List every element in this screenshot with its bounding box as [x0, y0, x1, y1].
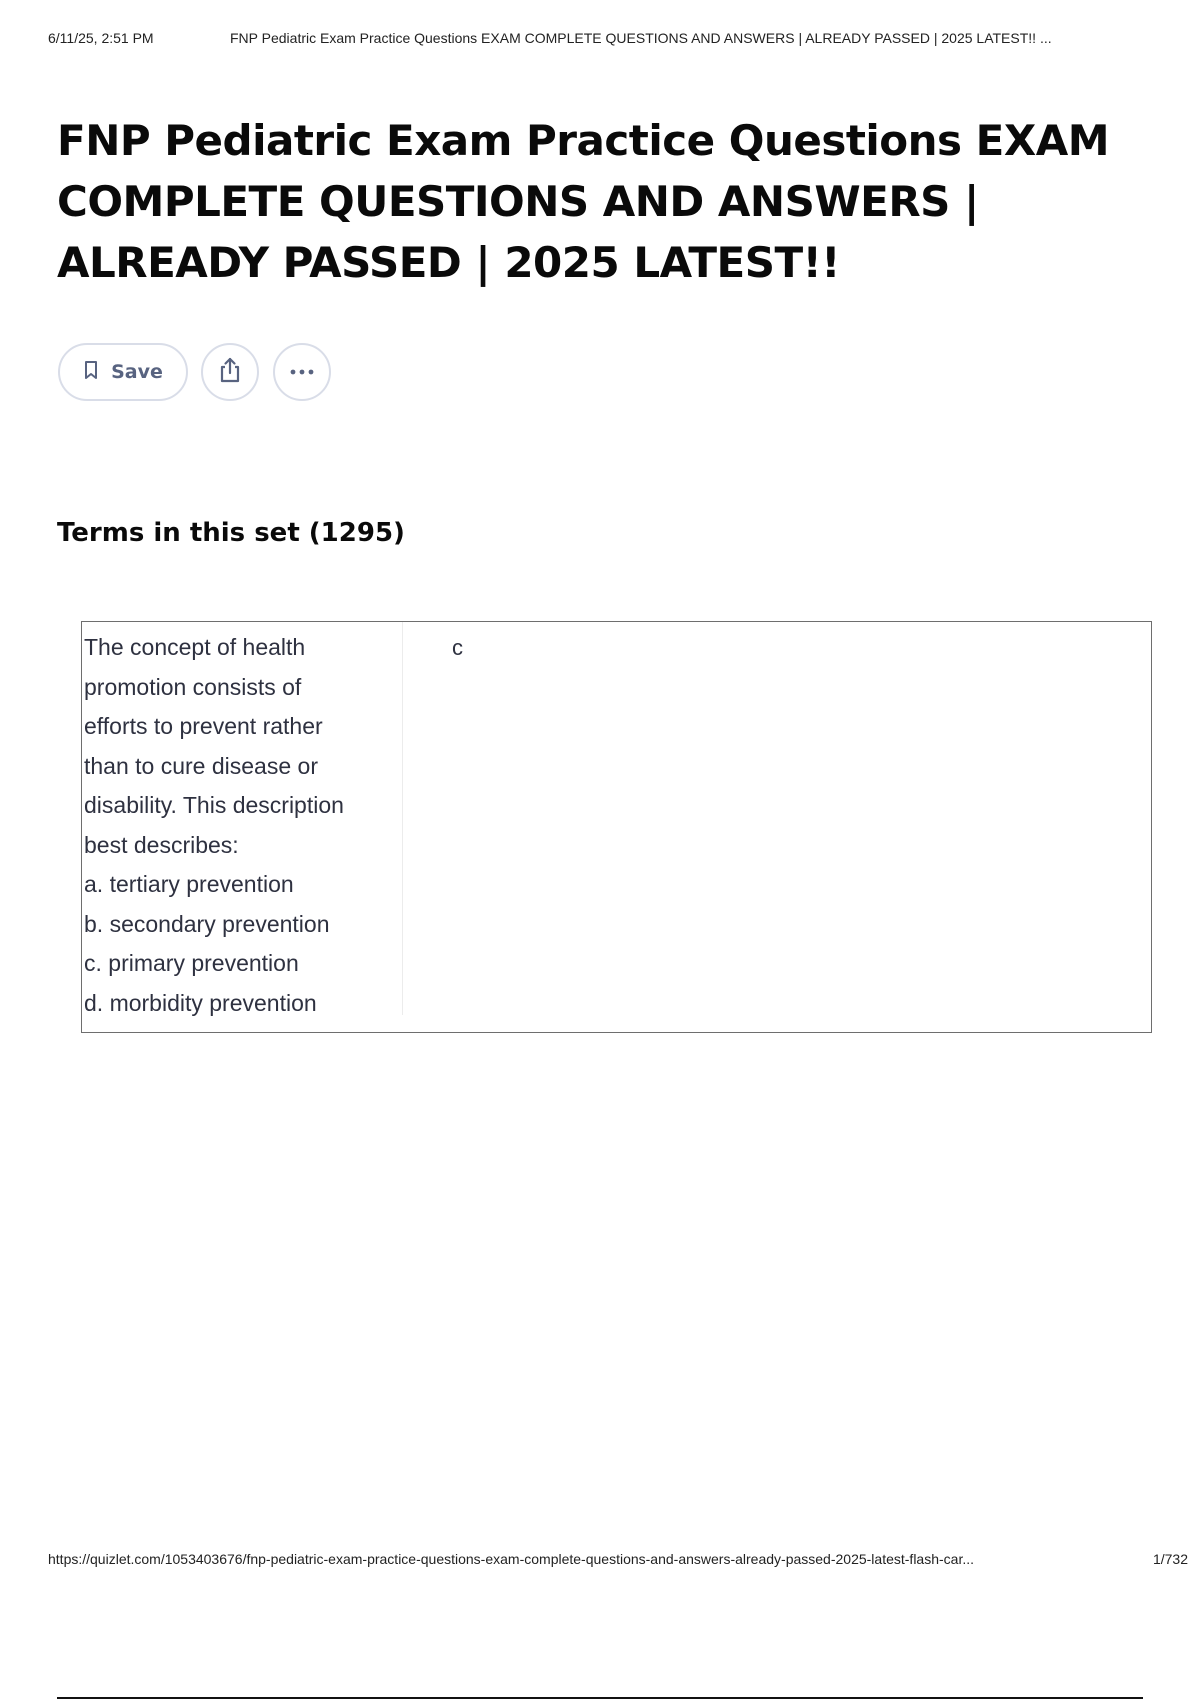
term-question [84, 628, 399, 1023]
more-options-icon [288, 363, 316, 381]
save-label: Save [111, 361, 163, 383]
question-line: best describes: [84, 831, 239, 858]
terms-table [81, 621, 1152, 1033]
option-d: d. morbidity prevention [84, 989, 317, 1016]
option-b: b. secondary prevention [84, 910, 330, 937]
bookmark-icon [83, 360, 99, 385]
share-button[interactable] [201, 343, 259, 401]
more-options-button[interactable] [273, 343, 331, 401]
term-row[interactable] [82, 622, 1151, 1032]
share-icon [217, 356, 243, 389]
terms-heading: Terms in this set (1295) [57, 518, 405, 548]
option-c: c. primary prevention [84, 950, 299, 976]
page-number: 1/732 [1152, 1551, 1188, 1567]
print-document-title: FNP Pediatric Exam Practice Questions EXAM COMPLETE QUESTIONS AND ANSWERS | ALREADY PASSED | 2025 LATEST!! ... [230, 30, 1052, 46]
term-answer: c [452, 635, 463, 660]
print-date: 6/11/25, 2:51 PM [48, 30, 154, 46]
page-bottom-rule [57, 1697, 1143, 1699]
question-line: The concept of health [84, 634, 306, 660]
question-line: disability. This description [84, 792, 344, 818]
print-url: https://quizlet.com/1053403676/fnp-pediatric-exam-practice-questions-exam-complete-questions-and-answers-already-passed-2025-latest-flash-car... [48, 1551, 975, 1567]
question-line: efforts to prevent rather [84, 713, 323, 739]
column-divider [402, 622, 403, 1015]
question-line: promotion consists of [84, 673, 302, 700]
page-title: FNP Pediatric Exam Practice Questions EXAM COMPLETE QUESTIONS AND ANSWERS | ALREADY PASSED | 2025 LATEST!! [57, 116, 1110, 287]
question-line: than to cure disease or [84, 752, 318, 779]
save-button[interactable] [58, 343, 188, 401]
option-a: a. tertiary prevention [84, 871, 294, 897]
